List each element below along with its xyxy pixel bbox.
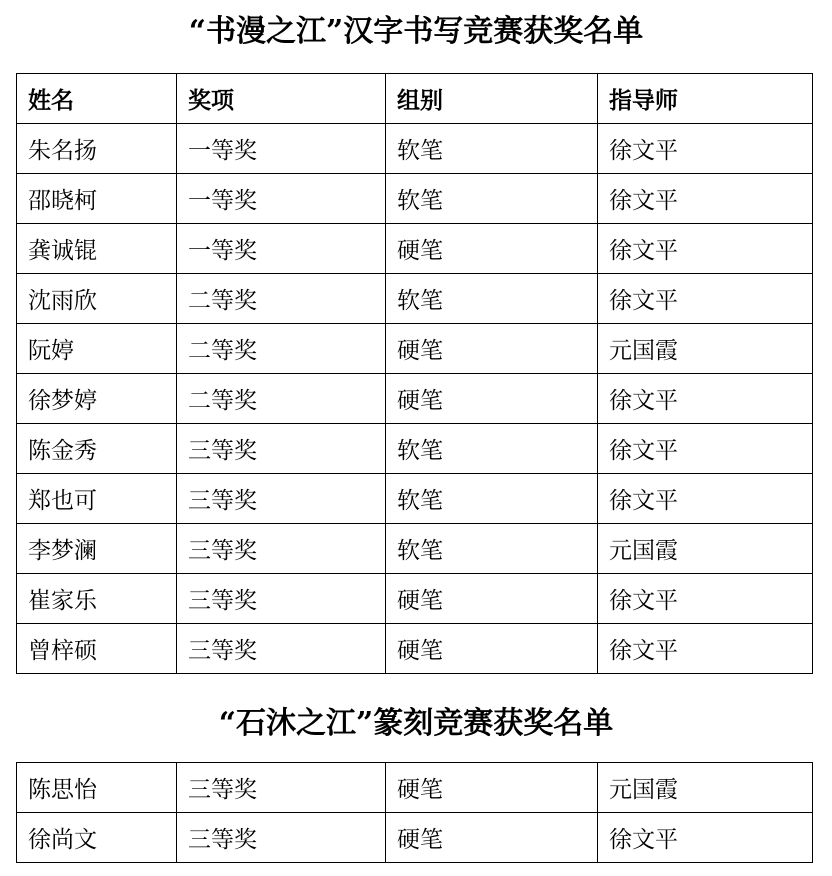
header-group: 组别	[386, 74, 598, 124]
cell-instructor: 元国霞	[598, 324, 813, 374]
cell-instructor: 徐文平	[598, 224, 813, 274]
cell-award: 三等奖	[177, 474, 386, 524]
cell-name: 郑也可	[17, 474, 177, 524]
table-row	[17, 374, 813, 424]
cell-name: 朱名扬	[17, 124, 177, 174]
cell-name: 徐梦婷	[17, 374, 177, 424]
cell-instructor: 徐文平	[598, 274, 813, 324]
table-row	[17, 524, 813, 574]
cell-group: 硬笔	[386, 813, 598, 863]
table-row	[17, 324, 813, 374]
cell-name: 沈雨欣	[17, 274, 177, 324]
calligraphy-awards-body	[17, 124, 813, 674]
table-row	[17, 224, 813, 274]
cell-name: 陈金秀	[17, 424, 177, 474]
cell-group: 硬笔	[386, 624, 598, 674]
cell-award: 三等奖	[177, 424, 386, 474]
table-row	[17, 174, 813, 224]
cell-award: 二等奖	[177, 274, 386, 324]
cell-name: 李梦澜	[17, 524, 177, 574]
seal-carving-awards-table	[16, 762, 813, 863]
cell-name: 曾梓硕	[17, 624, 177, 674]
cell-award: 一等奖	[177, 174, 386, 224]
cell-name: 崔家乐	[17, 574, 177, 624]
cell-award: 一等奖	[177, 124, 386, 174]
section-title-seal: “石沐之江”篆刻竞赛获奖名单	[218, 706, 614, 741]
cell-award: 二等奖	[177, 324, 386, 374]
cell-award: 一等奖	[177, 224, 386, 274]
cell-group: 软笔	[386, 424, 598, 474]
table-row	[17, 274, 813, 324]
cell-name: 邵晓柯	[17, 174, 177, 224]
cell-instructor: 元国霞	[598, 524, 813, 574]
cell-group: 软笔	[386, 274, 598, 324]
cell-group: 软笔	[386, 124, 598, 174]
table-row	[17, 813, 813, 863]
cell-name: 阮婷	[17, 324, 177, 374]
table-row	[17, 624, 813, 674]
header-instructor: 指导师	[598, 74, 813, 124]
cell-group: 硬笔	[386, 374, 598, 424]
cell-group: 软笔	[386, 524, 598, 574]
cell-name: 徐尚文	[17, 813, 177, 863]
cell-name: 陈思怡	[17, 763, 177, 813]
cell-award: 二等奖	[177, 374, 386, 424]
cell-instructor: 徐文平	[598, 174, 813, 224]
table-row	[17, 474, 813, 524]
cell-award: 三等奖	[177, 763, 386, 813]
seal-carving-awards-body	[17, 763, 813, 863]
cell-group: 软笔	[386, 474, 598, 524]
cell-instructor: 元国霞	[598, 763, 813, 813]
table-row	[17, 124, 813, 174]
table-row	[17, 574, 813, 624]
cell-award: 三等奖	[177, 813, 386, 863]
cell-instructor: 徐文平	[598, 374, 813, 424]
cell-group: 硬笔	[386, 224, 598, 274]
cell-instructor: 徐文平	[598, 574, 813, 624]
cell-group: 硬笔	[386, 324, 598, 374]
cell-group: 硬笔	[386, 763, 598, 813]
cell-group: 软笔	[386, 174, 598, 224]
cell-award: 三等奖	[177, 524, 386, 574]
cell-name: 龚诚锟	[17, 224, 177, 274]
calligraphy-awards-table	[16, 73, 813, 674]
cell-instructor: 徐文平	[598, 424, 813, 474]
header-name: 姓名	[17, 74, 177, 124]
table-row	[17, 424, 813, 474]
cell-group: 硬笔	[386, 574, 598, 624]
table-header-row	[17, 74, 813, 124]
cell-award: 三等奖	[177, 574, 386, 624]
cell-award: 三等奖	[177, 624, 386, 674]
table-row	[17, 763, 813, 813]
cell-instructor: 徐文平	[598, 474, 813, 524]
cell-instructor: 徐文平	[598, 624, 813, 674]
header-award: 奖项	[177, 74, 386, 124]
cell-instructor: 徐文平	[598, 813, 813, 863]
cell-instructor: 徐文平	[598, 124, 813, 174]
page-title: “书漫之江”汉字书写竞赛获奖名单	[188, 14, 644, 49]
